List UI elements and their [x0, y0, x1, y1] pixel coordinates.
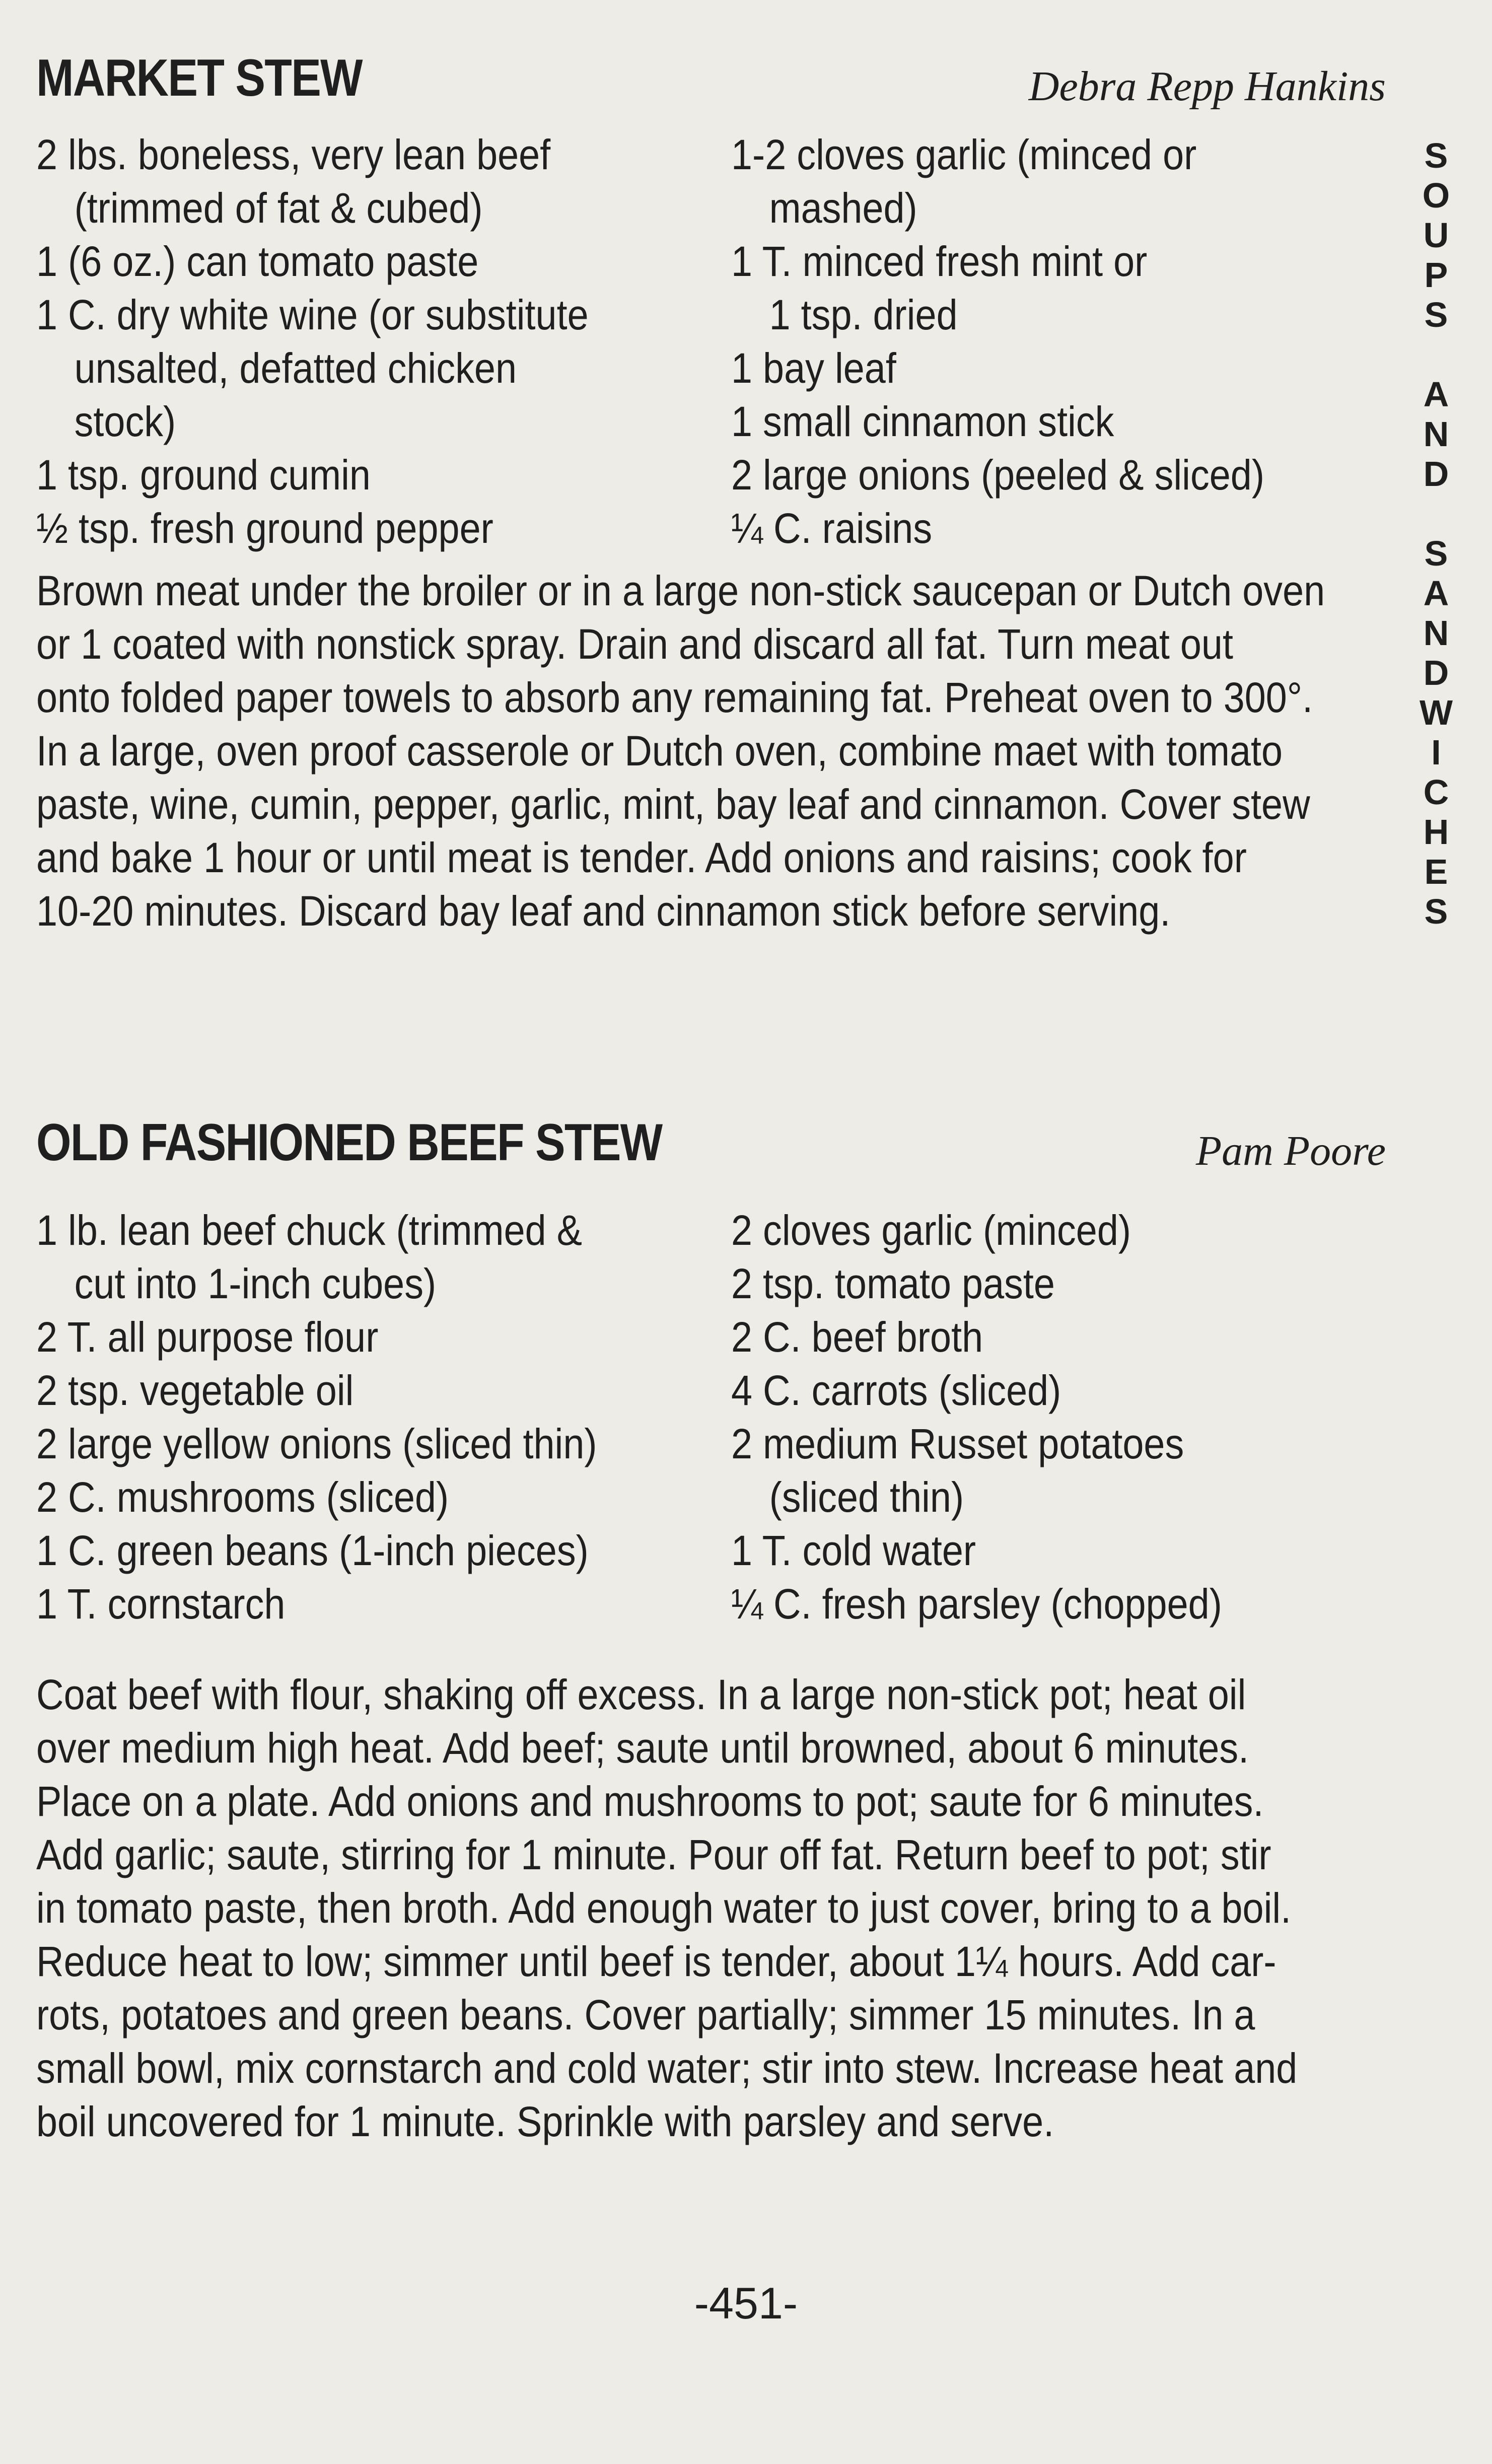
section-tab-letter: S [1424, 534, 1448, 573]
ingredient-line: cut into 1-inch cubes) [74, 1260, 437, 1307]
ingredients-left-column [36, 1204, 731, 1631]
recipe-author: Debra Repp Hankins [1028, 63, 1386, 110]
section-tab-letter: A [1423, 375, 1449, 414]
directions-line: In a large, oven proof casserole or Dutch oven, combine maet with tomato [36, 727, 1283, 775]
recipe-title: OLD FASHIONED BEEF STEW [36, 1113, 662, 1172]
ingredient-line: 1 tsp. ground cumin [36, 451, 371, 499]
ingredient-line: unsalted, defatted chicken [74, 344, 517, 392]
section-tab-letter: E [1424, 852, 1448, 891]
ingredient-line: 2 C. beef broth [731, 1313, 983, 1361]
section-tab-letter: O [1422, 176, 1450, 215]
section-tab-letter: N [1423, 613, 1449, 653]
ingredients-left-column [36, 128, 731, 555]
directions-line: over medium high heat. Add beef; saute until browned, about 6 minutes. [36, 1724, 1249, 1772]
recipe-author: Pam Poore [1195, 1128, 1386, 1174]
section-tab-letter: P [1424, 255, 1448, 295]
ingredients-right-column [731, 1204, 1386, 1631]
recipe-header [36, 48, 1386, 119]
ingredient-line: 1 T. cornstarch [36, 1580, 286, 1628]
ingredient-line: (trimmed of fat & cubed) [74, 184, 483, 232]
recipe-title: MARKET STEW [36, 49, 362, 107]
directions-line: onto folded paper towels to absorb any remaining fat. Preheat oven to 300°. [36, 674, 1313, 721]
ingredient-line: 2 large yellow onions (sliced thin) [36, 1420, 597, 1467]
section-tab-letter: S [1424, 136, 1448, 175]
directions-line: Brown meat under the broiler or in a large non-stick saucepan or Dutch oven [36, 567, 1325, 614]
ingredient-line: (sliced thin) [769, 1473, 964, 1521]
section-tab-letter: C [1423, 772, 1449, 812]
ingredient-line: 2 medium Russet potatoes [731, 1420, 1184, 1467]
ingredient-line: stock) [74, 398, 176, 445]
ingredient-line: ¼ C. raisins [731, 505, 933, 552]
recipe-market-stew [36, 48, 1386, 938]
directions-line: paste, wine, cumin, pepper, garlic, mint, bay leaf and cinnamon. Cover stew [36, 781, 1310, 828]
recipe-directions [36, 564, 1386, 938]
ingredient-line: ½ tsp. fresh ground pepper [36, 505, 493, 552]
section-tab-letter: N [1423, 414, 1449, 454]
recipe-header [36, 1113, 1386, 1183]
section-tab-letter [1416, 494, 1456, 534]
ingredient-line: 1 small cinnamon stick [731, 398, 1114, 445]
ingredient-line: 2 large onions (peeled & sliced) [731, 451, 1265, 499]
section-tab-soups-and-sandwiches [1416, 136, 1456, 932]
ingredient-line: 1-2 cloves garlic (minced or [731, 131, 1197, 178]
ingredient-line: 2 C. mushrooms (sliced) [36, 1473, 449, 1521]
ingredient-line: 1 T. minced fresh mint or [731, 238, 1148, 285]
section-tab-letter: W [1419, 693, 1453, 732]
ingredient-line: 1 C. dry white wine (or substitute [36, 291, 589, 338]
ingredient-line: 2 lbs. boneless, very lean beef [36, 131, 551, 178]
section-tab-letter: H [1423, 812, 1449, 852]
page-number: -451- [694, 2278, 798, 2328]
recipe-old-fashioned-beef-stew [36, 1113, 1386, 2148]
section-tab-letter: D [1423, 653, 1449, 692]
ingredient-line: 2 cloves garlic (minced) [731, 1207, 1131, 1254]
directions-line: and bake 1 hour or until meat is tender. Add onions and raisins; cook for [36, 834, 1247, 881]
ingredient-line: 1 T. cold water [731, 1527, 976, 1574]
ingredients-list [36, 1204, 1386, 1631]
ingredient-line: 1 lb. lean beef chuck (trimmed & [36, 1207, 583, 1254]
directions-line: Coat beef with flour, shaking off excess. In a large non-stick pot; heat oil [36, 1671, 1246, 1718]
section-tab-letter: S [1424, 892, 1448, 931]
directions-line: boil uncovered for 1 minute. Sprinkle with parsley and serve. [36, 2098, 1054, 2145]
ingredient-line: 2 T. all purpose flour [36, 1313, 379, 1361]
section-tab-letter: I [1431, 733, 1441, 772]
section-tab-letter [1416, 335, 1456, 375]
ingredient-line: 1 bay leaf [731, 344, 896, 392]
directions-line: in tomato paste, then broth. Add enough water to just cover, bring to a boil. [36, 1884, 1292, 1932]
ingredient-line: 1 C. green beans (1-inch pieces) [36, 1527, 589, 1574]
ingredient-line: ¼ C. fresh parsley (chopped) [731, 1580, 1222, 1628]
directions-line: Add garlic; saute, stirring for 1 minute. Pour off fat. Return beef to pot; stir [36, 1831, 1271, 1878]
section-tab-letter: D [1423, 454, 1449, 494]
ingredient-line: 4 C. carrots (sliced) [731, 1367, 1061, 1414]
directions-line: Place on a plate. Add onions and mushrooms to pot; saute for 6 minutes. [36, 1778, 1264, 1825]
recipe-directions [36, 1668, 1386, 2148]
directions-line: 10-20 minutes. Discard bay leaf and cinnamon stick before serving. [36, 887, 1171, 935]
ingredient-line: 2 tsp. vegetable oil [36, 1367, 354, 1414]
ingredient-line: 2 tsp. tomato paste [731, 1260, 1055, 1307]
section-tab-letter: A [1423, 574, 1449, 613]
directions-line: Reduce heat to low; simmer until beef is tender, about 1¼ hours. Add car- [36, 1938, 1276, 1985]
section-tab-letter: U [1423, 216, 1449, 255]
directions-line: rots, potatoes and green beans. Cover partially; simmer 15 minutes. In a [36, 1991, 1255, 2038]
ingredient-line: mashed) [769, 184, 917, 232]
section-tab-letter: S [1424, 295, 1448, 334]
ingredient-line: 1 tsp. dried [769, 291, 958, 338]
ingredient-line: 1 (6 oz.) can tomato paste [36, 238, 479, 285]
ingredients-right-column [731, 128, 1386, 555]
directions-line: small bowl, mix cornstarch and cold water; stir into stew. Increase heat and [36, 2045, 1298, 2092]
directions-line: or 1 coated with nonstick spray. Drain and discard all fat. Turn meat out [36, 620, 1233, 668]
ingredients-list [36, 128, 1386, 555]
